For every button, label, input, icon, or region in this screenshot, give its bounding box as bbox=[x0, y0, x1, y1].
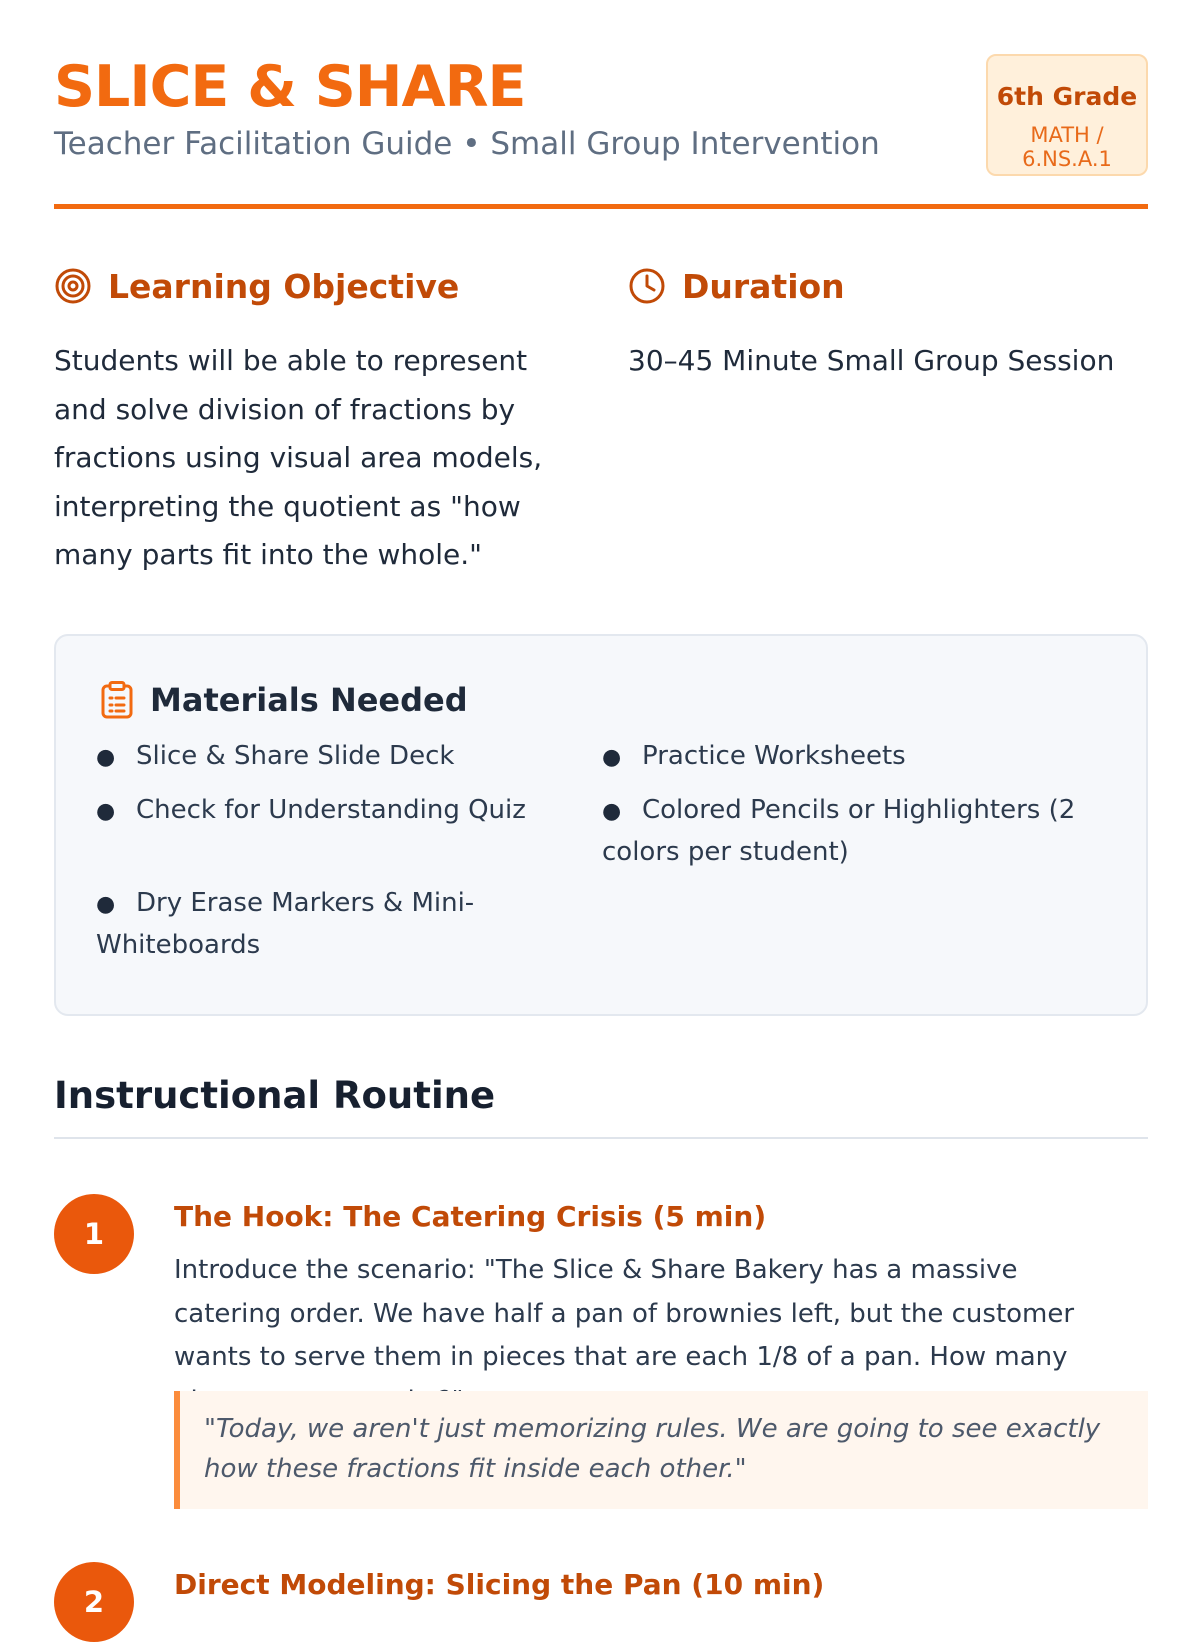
materials-item-label: Slice & Share Slide Deck bbox=[136, 741, 455, 771]
duration-heading bbox=[628, 266, 845, 306]
standard-code: MATH / 6.NS.A.1 bbox=[1022, 123, 1112, 171]
materials-item-label: Check for Understanding Quiz bbox=[136, 795, 526, 825]
step-title: The Hook: The Catering Crisis (5 min) bbox=[174, 1200, 767, 1233]
page-title: SLICE & SHARE bbox=[54, 54, 526, 120]
step-number-badge: 1 bbox=[54, 1194, 134, 1274]
objective-title: Learning Objective bbox=[108, 266, 460, 306]
objective-heading bbox=[54, 266, 459, 306]
teacher-quote: "Today, we aren't just memorizing rules. We are going to see exactly how these fractions fit inside each other." bbox=[174, 1391, 1148, 1509]
routine-divider bbox=[54, 1137, 1148, 1139]
materials-item-label: Practice Worksheets bbox=[642, 741, 906, 771]
materials-title: Materials Needed bbox=[150, 681, 468, 719]
materials-item bbox=[96, 883, 516, 965]
bullet-icon: ● bbox=[96, 745, 116, 770]
page-subtitle: Teacher Facilitation Guide • Small Group Intervention bbox=[54, 126, 880, 162]
clipboard-icon bbox=[100, 681, 134, 719]
header-divider bbox=[54, 204, 1148, 209]
bullet-icon: ● bbox=[602, 799, 622, 824]
bullet-icon: ● bbox=[96, 799, 116, 824]
guide-header bbox=[54, 54, 1148, 206]
materials-item bbox=[96, 736, 576, 778]
materials-item-label: Colored Pencils or Highlighters (2 colors per student) bbox=[602, 795, 1076, 867]
clock-icon bbox=[628, 267, 666, 305]
target-icon bbox=[54, 267, 92, 305]
objective-text: Students will be able to represent and solve division of fractions by fractions using visual area models, interpreting the quotient as "how many parts fit into the whole." bbox=[54, 344, 543, 571]
bullet-icon: ● bbox=[602, 745, 622, 770]
duration-title: Duration bbox=[682, 266, 845, 306]
materials-heading bbox=[100, 680, 468, 720]
materials-item bbox=[602, 790, 1082, 872]
materials-panel bbox=[54, 634, 1148, 1016]
materials-item bbox=[602, 736, 1082, 778]
grade-badge bbox=[986, 54, 1148, 176]
step-number-badge: 2 bbox=[54, 1562, 134, 1642]
step-title: Direct Modeling: Slicing the Pan (10 min) bbox=[174, 1568, 825, 1601]
routine-heading: Instructional Routine bbox=[54, 1074, 496, 1117]
bullet-icon: ● bbox=[96, 892, 116, 917]
duration-text: 30–45 Minute Small Group Session bbox=[628, 344, 1115, 377]
materials-item bbox=[96, 790, 576, 832]
materials-item-label: Dry Erase Markers & Mini-Whiteboards bbox=[96, 888, 475, 960]
step-body: Introduce the scenario: "The Slice & Share Bakery has a massive catering order. We have half a pan of brownies left, but the customer wants to serve them in pieces that are each 1/8 of a pan. How many bbox=[174, 1255, 1075, 1372]
grade-label: 6th Grade bbox=[996, 82, 1138, 111]
